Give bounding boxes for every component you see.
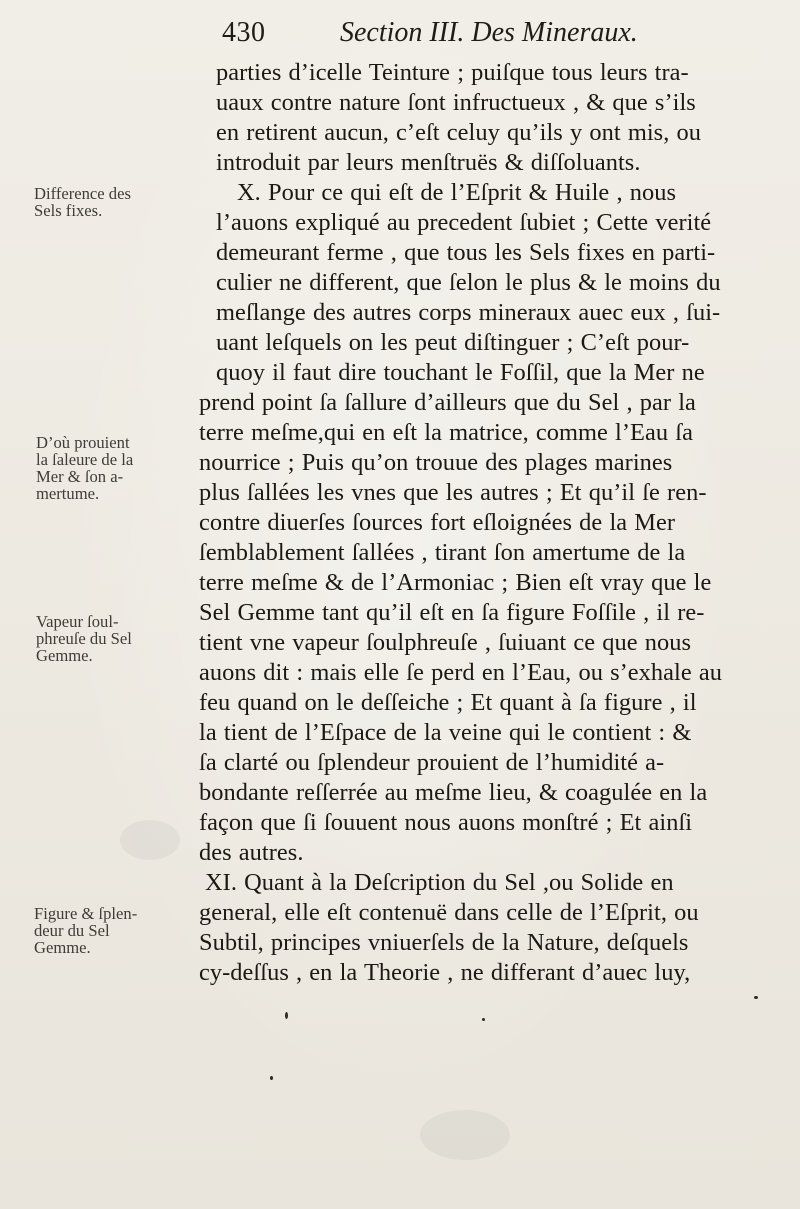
marginal-note-saleure-mer: D’où prouient la ſaleure de la Mer & ſon a- mertume. <box>36 433 134 503</box>
body-line: feu quand on le deſſeiche ; Et quant à ſa figure , il <box>199 689 697 716</box>
body-line: terre meſme & de l’Armoniac ; Bien eſt vray que le <box>199 569 712 596</box>
marginal-note-vapeur-soulphreuse: Vapeur ſoul- phreuſe du Sel Gemme. <box>36 612 132 665</box>
body-line: la tient de l’Eſpace de la veine qui le contient : & <box>199 719 692 746</box>
body-line: bondante reſſerrée au meſme lieu, & coagulée en la <box>199 779 708 806</box>
body-line: terre meſme,qui en eſt la matrice, comme l’Eau ſa <box>199 419 693 446</box>
body-line: X. Pour ce qui eſt de l’Eſprit & Huile , nous <box>237 179 677 206</box>
body-line: quoy il faut dire touchant le Foſſil, que la Mer ne <box>216 359 705 386</box>
body-line: prend point ſa ſallure d’ailleurs que du Sel , par la <box>199 389 696 416</box>
body-line: general, elle eſt contenuë dans celle de l’Eſprit, ou <box>199 899 699 926</box>
body-text <box>199 58 784 1108</box>
body-line: parties d’icelle Teinture ; puiſque tous leurs tra- <box>216 59 689 86</box>
body-line: introduit par leurs menſtruës & diſſoluants. <box>216 149 641 176</box>
marginal-note-sels-fixes: Difference des Sels fixes. <box>34 184 131 220</box>
body-line: plus ſallées les vnes que les autres ; Et qu’il ſe ren- <box>199 479 707 506</box>
body-line: ſemblablement ſallées , tirant ſon amertume de la <box>199 539 686 566</box>
body-line: tient vne vapeur ſoulphreuſe , ſuiuant ce que nous <box>199 629 692 656</box>
body-line: Sel Gemme tant qu’il eſt en ſa figure Foſſile , il re- <box>199 599 705 626</box>
ink-speck <box>270 1076 273 1080</box>
body-line: l’auons expliqué au precedent ſubiet ; Cette verité <box>216 209 712 236</box>
body-line: uant leſquels on les peut diſtinguer ; C’eſt pour- <box>216 329 690 356</box>
body-line: Subtil, principes vniuerſels de la Nature, deſquels <box>199 929 689 956</box>
body-line: uaux contre nature ſont infructueux , & que s’ils <box>216 89 696 116</box>
page-header <box>222 16 782 50</box>
marginal-notes <box>0 0 200 1209</box>
body-line: ſa clarté ou ſplendeur prouient de l’humidité a- <box>199 749 665 776</box>
page-number: 430 <box>222 17 266 48</box>
body-line: XI. Quant à la Deſcription du Sel ,ou Solide en <box>205 869 674 896</box>
body-line: demeurant ferme , que tous les Sels fixes en parti- <box>216 239 716 266</box>
paper-stain <box>420 1110 510 1160</box>
marginal-note-figure-splendeur: Figure & ſplen- deur du Sel Gemme. <box>34 904 138 957</box>
running-head: Section III. Des Mineraux. <box>340 17 638 48</box>
body-line: meſlange des autres corps mineraux auec eux , ſui- <box>216 299 721 326</box>
body-line: des autres. <box>199 839 304 866</box>
ink-speck <box>754 996 758 999</box>
body-line: cy-deſſus , en la Theorie , ne differant d’auec luy, <box>199 959 691 986</box>
ink-speck <box>285 1012 288 1019</box>
body-line: façon que ſi ſouuent nous auons monſtré ; Et ainſi <box>199 809 693 836</box>
body-line: nourrice ; Puis qu’on trouue des plages marines <box>199 449 673 476</box>
paper-stain <box>120 820 180 860</box>
body-line: auons dit : mais elle ſe perd en l’Eau, ou s’exhale au <box>199 659 723 686</box>
body-line: en retirent aucun, c’eſt celuy qu’ils y ont mis, ou <box>216 119 701 146</box>
ink-speck <box>482 1018 485 1021</box>
body-line: contre diuerſes ſources fort eſloignées de la Mer <box>199 509 676 536</box>
body-line: culier ne different, que ſelon le plus & le moins du <box>216 269 721 296</box>
